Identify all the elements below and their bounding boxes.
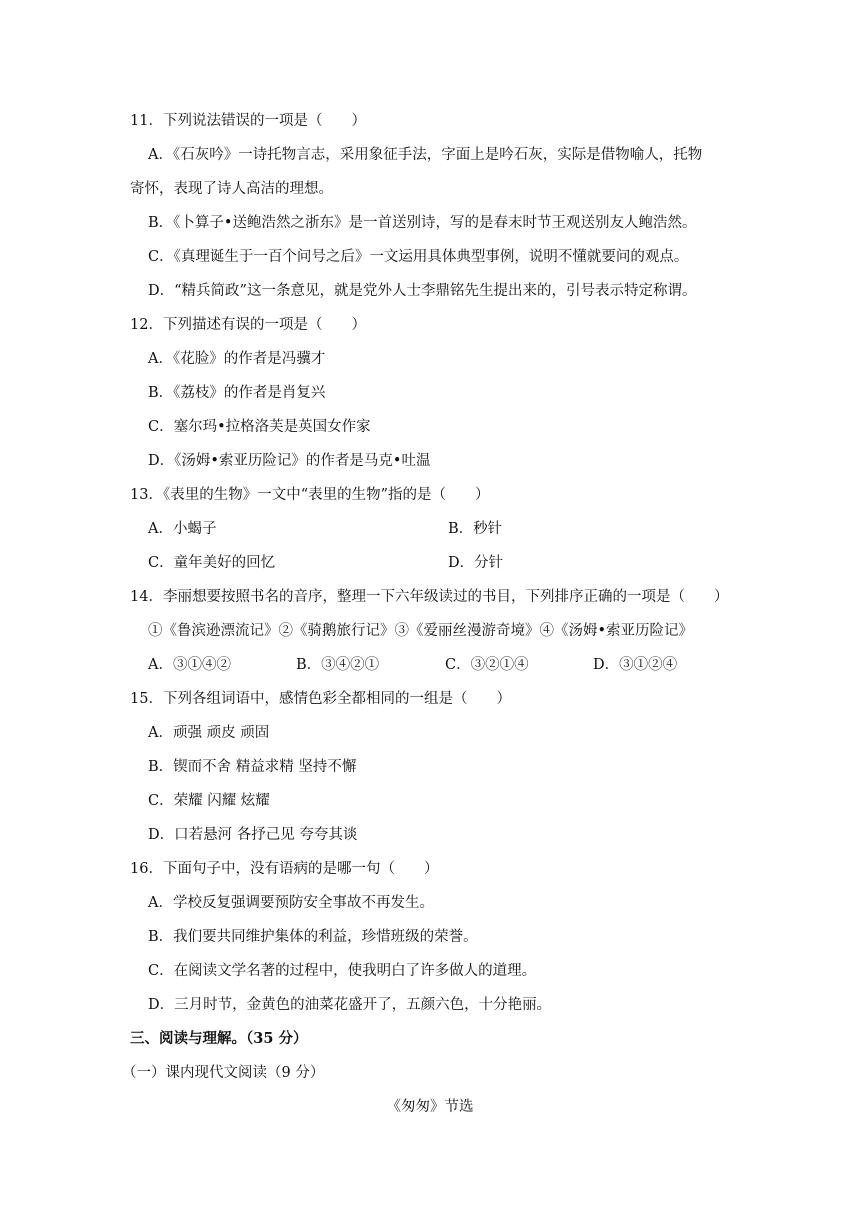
question-11-option-c: C．《真理诞生于一百个问号之后》一文运用具体典型事例，说明不懂就要问的观点。	[148, 249, 689, 265]
question-11-stem: 11．下列说法错误的一项是（ ）	[130, 113, 366, 129]
question-14-book-list: ①《鲁滨逊漂流记》②《骑鹅旅行记》③《爱丽丝漫游奇境》④《汤姆•索亚历险记》	[148, 623, 694, 639]
passage-title: 《匆匆》节选	[386, 1099, 474, 1115]
question-14-option-b: B．③④②①	[296, 657, 380, 673]
subsection-heading: （一）课内现代文阅读（9 分）	[122, 1065, 325, 1081]
question-13-option-c: C．童年美好的回忆	[148, 555, 276, 571]
question-13-option-a: A．小蝎子	[148, 521, 217, 537]
question-13-option-d: D．分针	[448, 555, 504, 571]
question-15-option-d: D．口若悬河 各抒己见 夸夸其谈	[148, 827, 358, 843]
question-15-option-a: A．顽强 顽皮 顽固	[148, 725, 270, 741]
question-13-stem: 13．《表里的生物》一文中“表里的生物”指的是（ ）	[130, 487, 490, 503]
question-13-option-b: B．秒针	[448, 521, 503, 537]
question-15-stem: 15．下列各组词语中，感情色彩全都相同的一组是（ ）	[130, 691, 511, 707]
question-14-option-a: A．③①④②	[148, 657, 231, 673]
question-16-option-d: D．三月时节，金黄色的油菜花盛开了，五颜六色，十分艳丽。	[148, 997, 552, 1013]
question-16-stem: 16．下面句子中，没有语病的是哪一句（ ）	[130, 861, 439, 877]
question-11-option-a: A．《石灰吟》一诗托物言志，采用象征手法，字面上是吟石灰，实际是借物喻人，托物	[148, 147, 703, 163]
question-12-option-a: A．《花脸》的作者是冯骥才	[148, 351, 326, 367]
question-15-option-c: C．荣耀 闪耀 炫耀	[148, 793, 270, 809]
question-16-option-c: C．在阅读文学名著的过程中，使我明白了许多做人的道理。	[148, 963, 537, 979]
question-15-option-b: B．锲而不舍 精益求精 坚持不懈	[148, 759, 357, 775]
question-12-option-c: C．塞尔玛•拉格洛芙是英国女作家	[148, 419, 371, 435]
question-16-option-b: B．我们要共同维护集体的利益，珍惜班级的荣誉。	[148, 929, 478, 945]
question-12-option-d: D．《汤姆•索亚历险记》的作者是马克•吐温	[148, 453, 431, 469]
question-12-stem: 12．下列描述有误的一项是（ ）	[130, 317, 366, 333]
question-12-option-b: B．《荔枝》的作者是肖复兴	[148, 385, 326, 401]
section-heading: 三、阅读与理解。（35 分）	[130, 1030, 308, 1047]
question-11-option-d: D．“精兵简政”这一条意见，就是党外人士李鼎铭先生提出来的，引号表示特定称谓。	[148, 283, 697, 299]
question-16-option-a: A．学校反复强调要预防安全事故不再发生。	[148, 895, 434, 911]
question-14-stem: 14．李丽想要按照书名的音序，整理一下六年级读过的书目，下列排序正确的一项是（ ）	[130, 589, 729, 605]
question-11-option-a-continued: 寄怀，表现了诗人高洁的理想。	[130, 181, 333, 197]
question-14-option-c: C．③②①④	[445, 657, 529, 673]
question-14-option-d: D．③①②④	[593, 657, 678, 673]
question-11-option-b: B．《卜算子•送鲍浩然之浙东》是一首送别诗，写的是春末时节王观送别友人鲍浩然。	[148, 215, 697, 231]
